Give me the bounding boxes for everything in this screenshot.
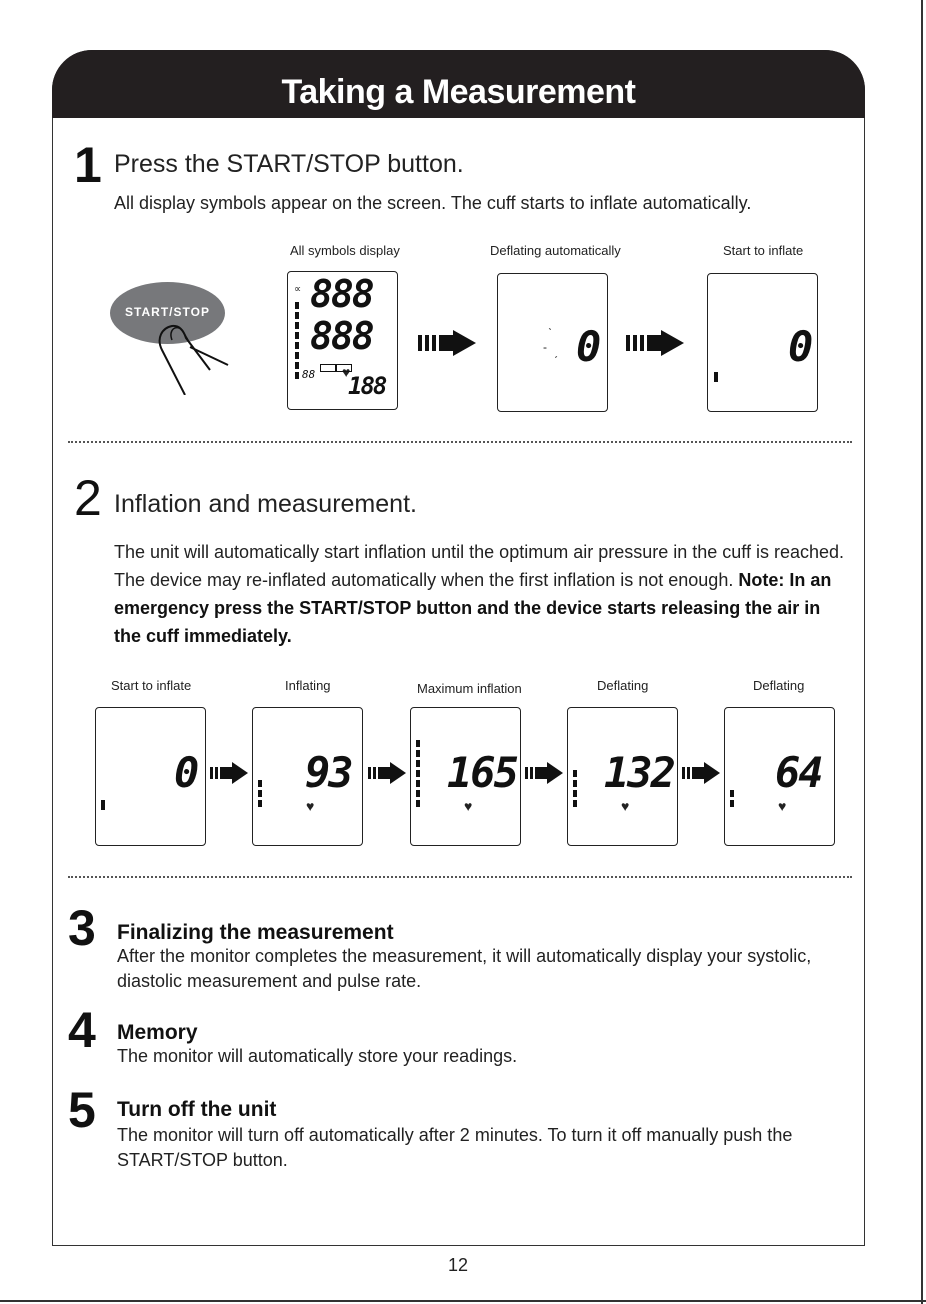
- lcd-value: 93: [305, 748, 352, 797]
- arrow-right-icon: [626, 330, 686, 356]
- caption-1: Start to inflate: [111, 678, 192, 693]
- lcd-value: 132: [604, 748, 674, 797]
- lcd-value: 64: [775, 748, 822, 797]
- step-1-number: 1: [74, 137, 102, 193]
- divider: [68, 441, 852, 443]
- caption-2: Inflating: [285, 678, 331, 693]
- lcd-systolic: 888: [310, 272, 373, 316]
- page-title: Taking a Measurement: [281, 73, 636, 111]
- lcd-maximum-inflation: [410, 707, 521, 846]
- lcd-value: 0: [174, 748, 200, 797]
- step-2-title: Inflation and measurement.: [114, 490, 417, 518]
- start-stop-button-label: START/STOP: [125, 305, 210, 319]
- step-3-title: Finalizing the measurement: [117, 921, 394, 944]
- lcd-deflating-1: [567, 707, 678, 846]
- arrow-right-icon: [368, 762, 408, 784]
- caption-all-symbols: All symbols display: [290, 243, 400, 258]
- lcd-all-symbols: [287, 271, 398, 410]
- step-1-title: Press the START/STOP button.: [114, 150, 464, 178]
- lcd-deflating: 0 ˋ - ˊ: [497, 273, 608, 412]
- page-header: [52, 50, 865, 118]
- page-number: 12: [448, 1255, 469, 1275]
- step-2-note: Note: In an emergency press the START/STOP button and the device starts releasing the air in the cuff immediately.: [114, 570, 832, 646]
- caption-5: Deflating: [753, 678, 805, 693]
- step-1-text: All display symbols appear on the screen. The cuff starts to inflate automatically.: [114, 193, 752, 213]
- step-4-title: Memory: [117, 1021, 198, 1044]
- lcd-deflating-value: 0: [576, 322, 602, 371]
- dual-icon: [320, 364, 336, 372]
- step-4-text: The monitor will automatically store your readings.: [117, 1046, 518, 1066]
- step-3-number: 3: [68, 900, 96, 956]
- lcd-memory: 88: [302, 368, 316, 381]
- step-4-number: 4: [68, 1002, 96, 1058]
- caption-4: Deflating: [597, 678, 649, 693]
- step-2-number: 2: [74, 470, 102, 526]
- lcd-diastolic: 888: [310, 314, 373, 358]
- page-edge-bottom: [0, 1300, 926, 1302]
- heart-icon: ♥: [621, 798, 630, 814]
- finger-icon: [150, 300, 230, 395]
- caption-deflating-auto: Deflating automatically: [490, 243, 621, 258]
- lcd-deflating-2: [724, 707, 835, 846]
- arrow-right-icon: [682, 762, 722, 784]
- lcd-pulse: 188: [348, 372, 386, 400]
- heart-icon: ♥: [464, 798, 473, 814]
- page-edge-right: [921, 0, 923, 1304]
- step-2-text: The unit will automatically start inflation until the optimum air pressure in the cuff is reached. The device may re-inflated automatically when the first inflation is not enough. Note: In an emergency press the START/STOP button and the device starts releasing the air in the cuff immediately.: [114, 542, 845, 646]
- step-5-title: Turn off the unit: [117, 1098, 277, 1121]
- step-5-text: The monitor will turn off automatically after 2 minutes. To turn it off manually push the START/STOP button.: [117, 1125, 793, 1170]
- arrow-right-icon: [525, 762, 565, 784]
- lcd-inflating: [252, 707, 363, 846]
- divider: [68, 876, 852, 878]
- cuff-icon: ∝: [294, 284, 302, 295]
- step-5-number: 5: [68, 1082, 96, 1138]
- arrow-right-icon: [210, 762, 250, 784]
- avg-icon: [336, 364, 352, 372]
- caption-start-inflate: Start to inflate: [723, 243, 804, 258]
- heart-icon: ♥: [306, 798, 315, 814]
- lcd-start-inflate-2: [95, 707, 206, 846]
- lcd-start-value: 0: [788, 322, 814, 371]
- arrow-right-icon: [418, 330, 478, 356]
- lcd-start-inflate: [707, 273, 818, 412]
- lcd-value: 165: [447, 748, 517, 797]
- step-3-text: After the monitor completes the measurement, it will automatically display your systolic, diastolic measurement and pulse rate.: [117, 946, 812, 991]
- caption-3: Maximum inflation: [417, 681, 522, 696]
- heart-icon: ♥: [778, 798, 787, 814]
- heart-icon: ♥: [342, 364, 351, 380]
